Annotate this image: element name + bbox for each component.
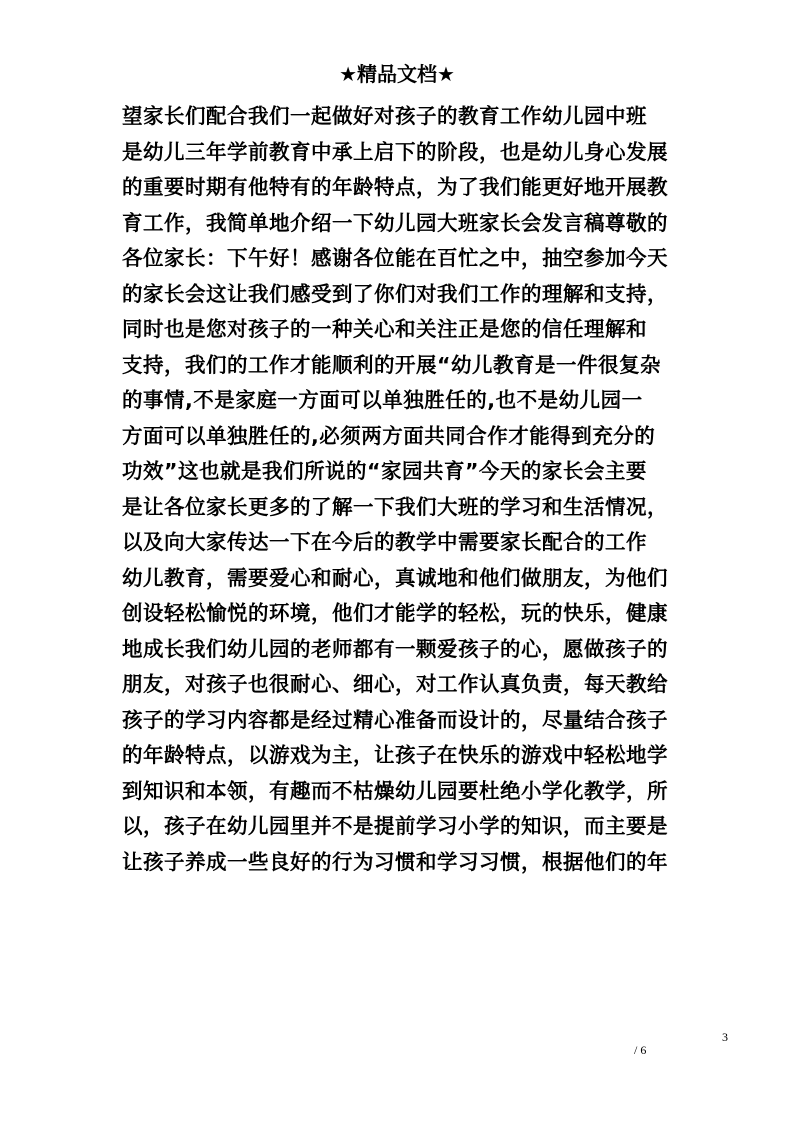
text-line: 以及向大家传达一下在今后的教学中需要家长配合的工作 <box>122 530 647 554</box>
text-line: 方面可以单独胜任的,必须两方面共同合作才能得到充分的 <box>122 423 656 448</box>
text-line: 的家长会这让我们感受到了你们对我们工作的理解和支持， <box>122 281 668 306</box>
text-line: 的重要时期有他特有的年龄特点，为了我们能更好地开展教 <box>122 175 668 199</box>
text-line: 望家长们配合我们一起做好对孩子的教育工作幼儿园中班 <box>122 104 647 128</box>
text-line: 支持，我们的工作才能顺利的开展“幼儿教育是一件很复杂 <box>122 352 661 377</box>
page-number: 3 <box>722 1030 728 1044</box>
text-line: 创设轻松愉悦的环境，他们才能学的轻松，玩的快乐，健康 <box>122 601 668 625</box>
text-line: 到知识和本领，有趣而不枯燥幼儿园要杜绝小学化教学，所 <box>122 778 668 803</box>
text-line: 的事情,不是家庭一方面可以单独胜任的,也不是幼儿园一 <box>122 388 643 412</box>
page-header-title: ★精品文档★ <box>339 62 455 86</box>
page-total: / 6 <box>634 1043 647 1057</box>
text-line: 孩子的学习内容都是经过精心准备而设计的，尽量结合孩子 <box>122 707 668 732</box>
text-line: 以，孩子在幼儿园里并不是提前学习小学的知识，而主要是 <box>122 814 668 838</box>
text-line: 让孩子养成一些良好的行为习惯和学习习惯，根据他们的年 <box>122 849 668 874</box>
text-line: 功效”这也就是我们所说的“家园共育”今天的家长会主要 <box>122 459 647 483</box>
text-line: 是让各位家长更多的了解一下我们大班的学习和生活情况， <box>122 494 668 519</box>
text-line: 幼儿教育，需要爱心和耐心，真诚地和他们做朋友，为他们 <box>122 565 668 590</box>
text-line: 朋友，对孩子也很耐心、细心，对工作认真负责，每天教给 <box>122 672 668 696</box>
text-line: 各位家长：下午好！感谢各位能在百忙之中，抽空参加今天 <box>122 246 668 270</box>
document-body <box>122 99 677 880</box>
text-line: 地成长我们幼儿园的老师都有一颗爱孩子的心，愿做孩子的 <box>122 636 668 661</box>
text-line: 是幼儿三年学前教育中承上启下的阶段，也是幼儿身心发展 <box>122 139 668 164</box>
text-line: 的年龄特点，以游戏为主，让孩子在快乐的游戏中轻松地学 <box>122 743 668 767</box>
text-line: 同时也是您对孩子的一种关心和关注正是您的信任理解和 <box>122 317 647 341</box>
text-line: 育工作，我简单地介绍一下幼儿园大班家长会发言稿尊敬的 <box>122 210 668 235</box>
